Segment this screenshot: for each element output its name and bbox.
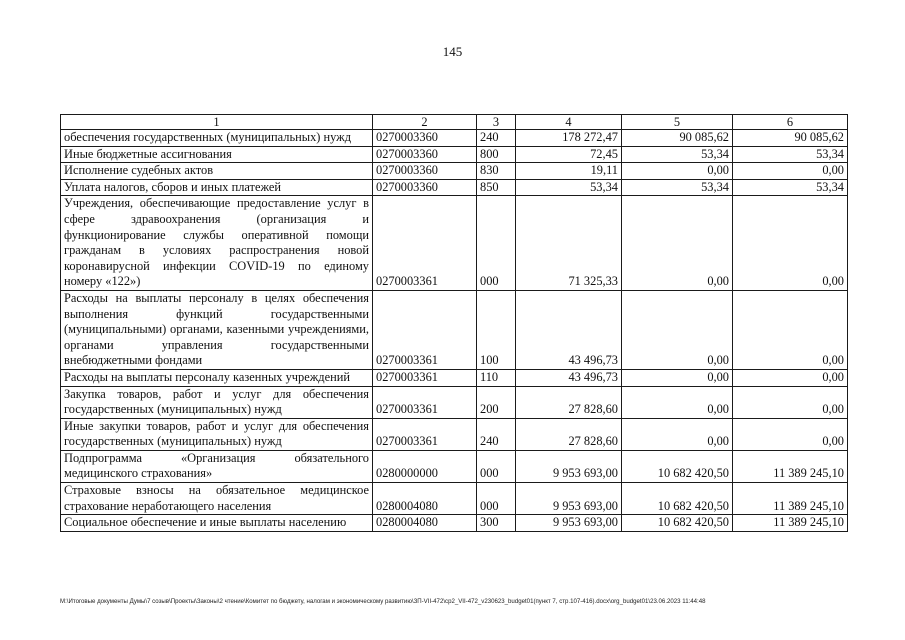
- expense-type-code-cell: 100: [477, 290, 516, 369]
- row-name-cell: Подпрограмма «Организация обязательного медицинского страхования»: [61, 450, 373, 482]
- table-row: [61, 483, 848, 515]
- amount-col6-cell: 11 389 245,10: [733, 450, 848, 482]
- row-name-cell: Страховые взносы на обязательное медицинское страхование неработающего населения: [61, 483, 373, 515]
- expense-type-code-cell: 240: [477, 130, 516, 147]
- amount-col4-cell: 27 828,60: [516, 386, 622, 418]
- expense-type-code-cell: 830: [477, 163, 516, 180]
- table-row: [61, 369, 848, 386]
- table-row: [61, 386, 848, 418]
- amount-col4-cell: 9 953 693,00: [516, 515, 622, 532]
- row-name-cell: Расходы на выплаты персоналу казенных учреждений: [61, 369, 373, 386]
- amount-col5-cell: 0,00: [622, 290, 733, 369]
- amount-col4-cell: 53,34: [516, 179, 622, 196]
- amount-col5-cell: 10 682 420,50: [622, 515, 733, 532]
- amount-col6-cell: 0,00: [733, 386, 848, 418]
- amount-col5-cell: 0,00: [622, 163, 733, 180]
- amount-col5-cell: 10 682 420,50: [622, 483, 733, 515]
- row-name-cell: Расходы на выплаты персоналу в целях обеспечения выполнения функций государственными (муниципальными) органами, казенными учреждениями, органами управления государственными внебюджетными фондами: [61, 290, 373, 369]
- expense-type-code-cell: 000: [477, 450, 516, 482]
- amount-col4-cell: 43 496,73: [516, 290, 622, 369]
- expense-type-code-cell: 000: [477, 196, 516, 291]
- target-article-code-cell: 0270003360: [373, 130, 477, 147]
- amount-col6-cell: 0,00: [733, 163, 848, 180]
- expense-type-code-cell: 110: [477, 369, 516, 386]
- amount-col4-cell: 9 953 693,00: [516, 483, 622, 515]
- amount-col6-cell: 90 085,62: [733, 130, 848, 147]
- amount-col4-cell: 178 272,47: [516, 130, 622, 147]
- page-number: 145: [442, 44, 463, 59]
- column-header: 5: [622, 115, 733, 130]
- target-article-code-cell: 0280004080: [373, 515, 477, 532]
- column-header: 6: [733, 115, 848, 130]
- table-row: [61, 196, 848, 291]
- amount-col6-cell: 0,00: [733, 290, 848, 369]
- column-header: 4: [516, 115, 622, 130]
- target-article-code-cell: 0270003361: [373, 290, 477, 369]
- amount-col4-cell: 43 496,73: [516, 369, 622, 386]
- expense-type-code-cell: 850: [477, 179, 516, 196]
- table-row: [61, 179, 848, 196]
- table-row: [61, 418, 848, 450]
- table-row: [61, 163, 848, 180]
- amount-col4-cell: 19,11: [516, 163, 622, 180]
- target-article-code-cell: 0270003360: [373, 163, 477, 180]
- table-row: [61, 515, 848, 532]
- row-name-cell: Социальное обеспечение и иные выплаты населению: [61, 515, 373, 532]
- row-name-cell: Иные бюджетные ассигнования: [61, 146, 373, 163]
- amount-col5-cell: 53,34: [622, 179, 733, 196]
- amount-col4-cell: 9 953 693,00: [516, 450, 622, 482]
- expense-type-code-cell: 240: [477, 418, 516, 450]
- target-article-code-cell: 0270003360: [373, 146, 477, 163]
- table-row: [61, 146, 848, 163]
- amount-col6-cell: 53,34: [733, 146, 848, 163]
- target-article-code-cell: 0270003361: [373, 386, 477, 418]
- table-row: [61, 450, 848, 482]
- expense-type-code-cell: 800: [477, 146, 516, 163]
- amount-col6-cell: 0,00: [733, 418, 848, 450]
- target-article-code-cell: 0270003360: [373, 179, 477, 196]
- column-header: 1: [61, 115, 373, 130]
- table-row: [61, 290, 848, 369]
- table-header-row: [61, 115, 848, 130]
- amount-col6-cell: 0,00: [733, 369, 848, 386]
- row-name-cell: Уплата налогов, сборов и иных платежей: [61, 179, 373, 196]
- row-name-cell: Иные закупки товаров, работ и услуг для обеспечения государственных (муниципальных) нужд: [61, 418, 373, 450]
- row-name-cell: обеспечения государственных (муниципальных) нужд: [61, 130, 373, 147]
- amount-col5-cell: 0,00: [622, 196, 733, 291]
- amount-col4-cell: 27 828,60: [516, 418, 622, 450]
- amount-col6-cell: 53,34: [733, 179, 848, 196]
- amount-col6-cell: 11 389 245,10: [733, 483, 848, 515]
- amount-col4-cell: 71 325,33: [516, 196, 622, 291]
- column-header: 3: [477, 115, 516, 130]
- budget-table: [60, 114, 848, 532]
- target-article-code-cell: 0270003361: [373, 196, 477, 291]
- file-path-footer: M:\Итоговые документы Думы\7 созыв\Проекты\Законы\2 чтение\Комитет по бюджету, налогам и экономическому развитию\ЗП-VII-472\cp2_VII-472_v230623_budget01(пункт 7, стр.107-416).docx\org_budget01\23.06.2023 11:44:48: [60, 598, 706, 605]
- target-article-code-cell: 0280000000: [373, 450, 477, 482]
- target-article-code-cell: 0280004080: [373, 483, 477, 515]
- expense-type-code-cell: 200: [477, 386, 516, 418]
- table-row: [61, 130, 848, 147]
- row-name-cell: Исполнение судебных актов: [61, 163, 373, 180]
- row-name-cell: Учреждения, обеспечивающие предоставление услуг в сфере здравоохранения (организация и функционирование службы оперативной помощи гражданам в условиях распространения новой коронавирусной инфекции COVID-19 по единому номеру «122»): [61, 196, 373, 291]
- row-name-cell: Закупка товаров, работ и услуг для обеспечения государственных (муниципальных) нужд: [61, 386, 373, 418]
- expense-type-code-cell: 000: [477, 483, 516, 515]
- target-article-code-cell: 0270003361: [373, 418, 477, 450]
- target-article-code-cell: 0270003361: [373, 369, 477, 386]
- amount-col5-cell: 0,00: [622, 369, 733, 386]
- amount-col6-cell: 0,00: [733, 196, 848, 291]
- amount-col5-cell: 10 682 420,50: [622, 450, 733, 482]
- amount-col5-cell: 0,00: [622, 418, 733, 450]
- amount-col5-cell: 90 085,62: [622, 130, 733, 147]
- amount-col5-cell: 0,00: [622, 386, 733, 418]
- expense-type-code-cell: 300: [477, 515, 516, 532]
- amount-col5-cell: 53,34: [622, 146, 733, 163]
- amount-col6-cell: 11 389 245,10: [733, 515, 848, 532]
- column-header: 2: [373, 115, 477, 130]
- amount-col4-cell: 72,45: [516, 146, 622, 163]
